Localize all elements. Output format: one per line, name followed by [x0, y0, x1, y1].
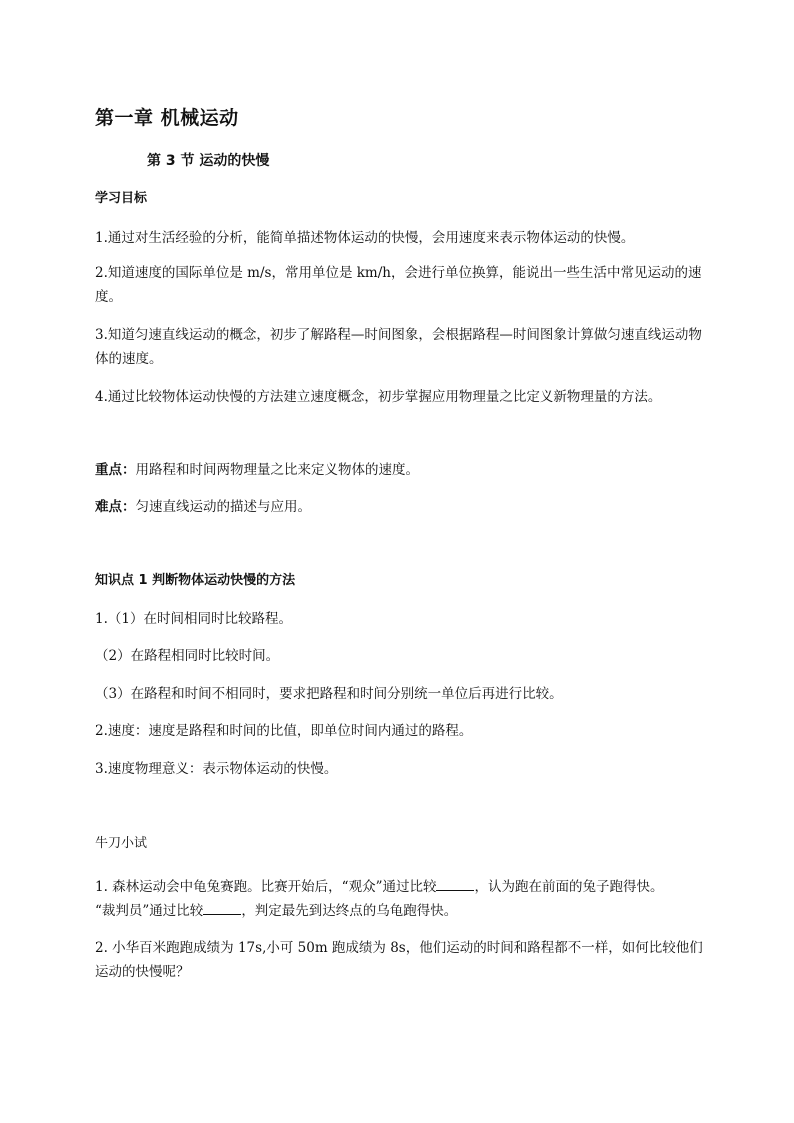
knowledge-point-1-heading: 知识点 1 判断物体运动快慢的方法: [95, 573, 296, 588]
objectives-heading: 学习目标: [95, 191, 148, 206]
key-point-label: 重点：: [95, 462, 136, 478]
practice-question-2: 2. 小华百米跑跑成绩为 17s,小可 50m 跑成绩为 8s，他们运动的时间和路程都不一样，如何比较他们运动的快慢呢？: [95, 940, 703, 980]
knowledge-item-1: 1.（1）在时间相同时比较路程。: [95, 611, 292, 627]
key-point: [95, 458, 705, 482]
key-point-text: 用路程和时间两物理量之比来定义物体的速度。: [135, 462, 419, 478]
objective-item-4: 4.通过比较物体运动快慢的方法建立速度概念，初步掌握应用物理量之比定义新物理量的方法。: [95, 389, 662, 405]
practice-heading: 牛刀小试: [95, 836, 148, 851]
answer-blank-2[interactable]: [203, 900, 241, 915]
objective-item-1: 1.通过对生活经验的分析，能简单描述物体运动的快慢，会用速度来表示物体运动的快慢。: [95, 230, 635, 246]
chapter-title: 第一章 机械运动: [95, 107, 239, 129]
q1-text-part-1: 1. 森林运动会中龟兔赛跑。比赛开始后，“观众”通过比较: [95, 879, 437, 895]
difficult-point: [95, 495, 705, 519]
objective-item-2: 2.知道速度的国际单位是 m/s，常用单位是 km/h，会进行单位换算，能说出一些生活中常见运动的速度。: [95, 265, 702, 305]
q1-text-part-2: ，认为跑在前面的兔子跑得快。: [474, 879, 664, 895]
objective-item-3: 3.知道匀速直线运动的概念，初步了解路程—时间图象，会根据路程—时间图象计算做匀速直线运动物体的速度。: [95, 327, 702, 367]
answer-blank-1[interactable]: [436, 876, 474, 891]
practice-question-1-line-1: [95, 875, 705, 899]
section-title: 第 3 节 运动的快慢: [147, 153, 270, 169]
q1-text-part-3: “裁判员”通过比较: [95, 903, 204, 919]
difficult-point-label: 难点：: [95, 499, 136, 515]
knowledge-item-5: 3.速度物理意义：表示物体运动的快慢。: [95, 761, 338, 777]
knowledge-item-4: 2.速度：速度是路程和时间的比值，即单位时间内通过的路程。: [95, 723, 473, 739]
practice-question-1-line-2: [95, 899, 705, 923]
difficult-point-text: 匀速直线运动的描述与应用。: [135, 499, 311, 515]
knowledge-item-2: （2）在路程相同时比较时间。: [95, 648, 280, 664]
knowledge-item-3: （3）在路程和时间不相同时，要求把路程和时间分别统一单位后再进行比较。: [95, 686, 563, 702]
q1-text-part-4: ，判定最先到达终点的乌龟跑得快。: [241, 903, 458, 919]
